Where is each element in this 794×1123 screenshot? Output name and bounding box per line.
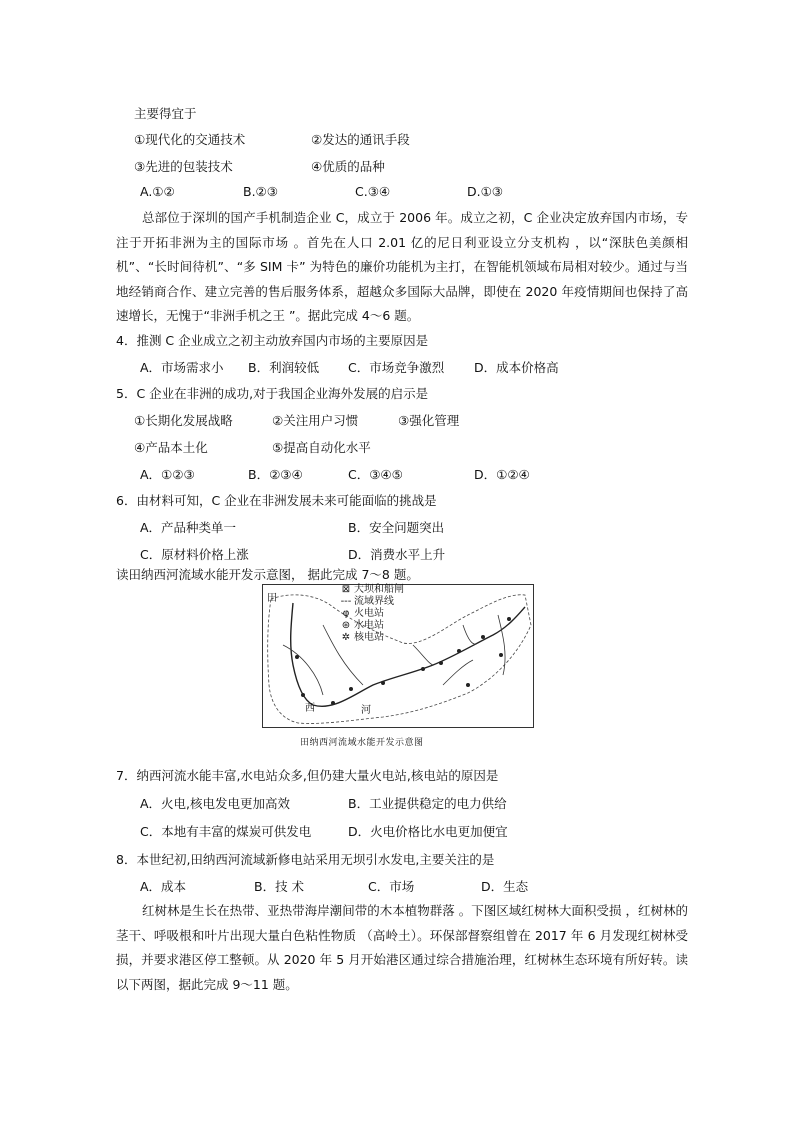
q4-option-b: B．利润较低 <box>248 360 320 375</box>
tributary <box>283 645 323 695</box>
q5-item-4: ④产品本土化 <box>134 440 208 455</box>
q8-option-a: A．成本 <box>140 879 187 894</box>
q5-option-b: B．②③④ <box>248 467 303 482</box>
q5-item-1: ①长期化发展战略 <box>134 413 233 428</box>
map-label-he: 河 <box>361 705 371 716</box>
q6-option-b: B．安全问题突出 <box>348 520 445 535</box>
q5-item-5: ⑤提高自动化水平 <box>272 440 371 455</box>
q6-option-c: C．原材料价格上涨 <box>140 547 249 562</box>
map-caption: 田纳西河流域水能开发示意图 <box>300 738 424 748</box>
q3-stem-continuation: 主要得宜于 <box>134 106 197 121</box>
q4-option-a: A．市场需求小 <box>140 360 224 375</box>
legend-nuclear: ✲ 核电站 <box>341 632 384 643</box>
map-legend <box>338 584 404 644</box>
q3-option-b: B.②③ <box>243 184 278 199</box>
q5-item-2: ②关注用户习惯 <box>272 413 359 428</box>
q7-option-d: D．火电价格比水电更加便宜 <box>348 824 508 839</box>
q6-stem: 6．由材料可知，C 企业在非洲发展未来可能面临的挑战是 <box>116 493 437 508</box>
q3-option-a: A.①② <box>140 184 175 199</box>
tributary <box>443 660 473 685</box>
q3-item-4: ④优质的品种 <box>311 159 385 174</box>
tributary <box>413 645 433 665</box>
tributary <box>463 625 478 644</box>
q7-option-a: A．火电,核电发电更加高效 <box>140 796 291 811</box>
tributary <box>498 615 505 675</box>
q6-option-d: D．消费水平上升 <box>348 547 446 562</box>
legend-dam: ⊠ 大坝和船闸 <box>341 584 404 595</box>
q6-option-a: A．产品种类单一 <box>140 520 237 535</box>
passage-company-c: 总部位于深圳的国产手机制造企业 C，成立于 2006 年。成立之初，C 企业决定放弃国内市场，专注于开拓非洲为主的国际市场 。首先在人口 2.01 亿的尼日利亚设立分支机构 ，以“深肤色美颜相机”、“长时间待机”、“多 SIM 卡” 为特色的廉价功能机为主打，在智能机领域布局相对较少。通过与当地经销商合作、建立完善的售后服务体系，超越众多国际大品牌，即使在 2020 年疫情期间也保持了高速增长，无愧于“非洲手机之王 ”。据此完成 4～6 题。 <box>116 210 688 323</box>
map-label-tian: 田 <box>267 593 277 604</box>
q4-option-d: D．成本价格高 <box>474 360 559 375</box>
q7-option-b: B．工业提供稳定的电力供给 <box>348 796 507 811</box>
q5-item-3: ③强化管理 <box>398 413 460 428</box>
q7-stem: 7．纳西河流水能丰富,水电站众多,但仍建大量火电站,核电站的原因是 <box>116 768 499 783</box>
q3-option-c: C.③④ <box>355 184 391 199</box>
q7-option-c: C．本地有丰富的煤炭可供发电 <box>140 824 312 839</box>
q4-option-c: C．市场竞争激烈 <box>348 360 445 375</box>
passage-mangrove: 红树林是生长在热带、亚热带海岸潮间带的木本植物群落 。下图区域红树林大面积受损 ，红树林的茎干、呼吸根和叶片出现大量白色粘性物质 （高岭土）。环保部督察组曾在 2017 年 6 月发现红树林受损，并要求港区停工整顿。从 2020 年 5 月开始港区通过综合措施治理，红树林生态环境有所好转。读以下两图，据此完成 9～11 题。 <box>116 903 688 992</box>
legend-boundary: --- 流域界线 <box>340 596 394 607</box>
q3-item-1: ①现代化的交通技术 <box>134 132 246 147</box>
q8-option-d: D．生态 <box>481 879 529 894</box>
legend-hydro: ⊛ 水电站 <box>341 620 384 631</box>
q5-option-d: D．①②④ <box>474 467 530 482</box>
legend-thermal: φ 火电站 <box>342 608 384 619</box>
map-intro: 读田纳西河流域水能开发示意图， 据此完成 7～8 题。 <box>116 567 419 582</box>
main-river <box>291 603 525 706</box>
q8-option-b: B．技 术 <box>254 879 305 894</box>
q8-option-c: C．市场 <box>368 879 415 894</box>
q3-item-3: ③先进的包装技术 <box>134 159 233 174</box>
map-label-xi: 西 <box>305 703 315 714</box>
q8-stem: 8．本世纪初,田纳西河流域新修电站采用无坝引水发电,主要关注的是 <box>116 852 495 867</box>
q3-item-2: ②发达的通讯手段 <box>311 132 410 147</box>
q5-option-a: A．①②③ <box>140 467 195 482</box>
q5-stem: 5．C 企业在非洲的成功,对于我国企业海外发展的启示是 <box>116 386 429 401</box>
q5-option-c: C．③④⑤ <box>348 467 403 482</box>
q4-stem: 4．推测 C 企业成立之初主动放弃国内市场的主要原因是 <box>116 333 429 348</box>
q3-option-d: D.①③ <box>467 184 504 199</box>
